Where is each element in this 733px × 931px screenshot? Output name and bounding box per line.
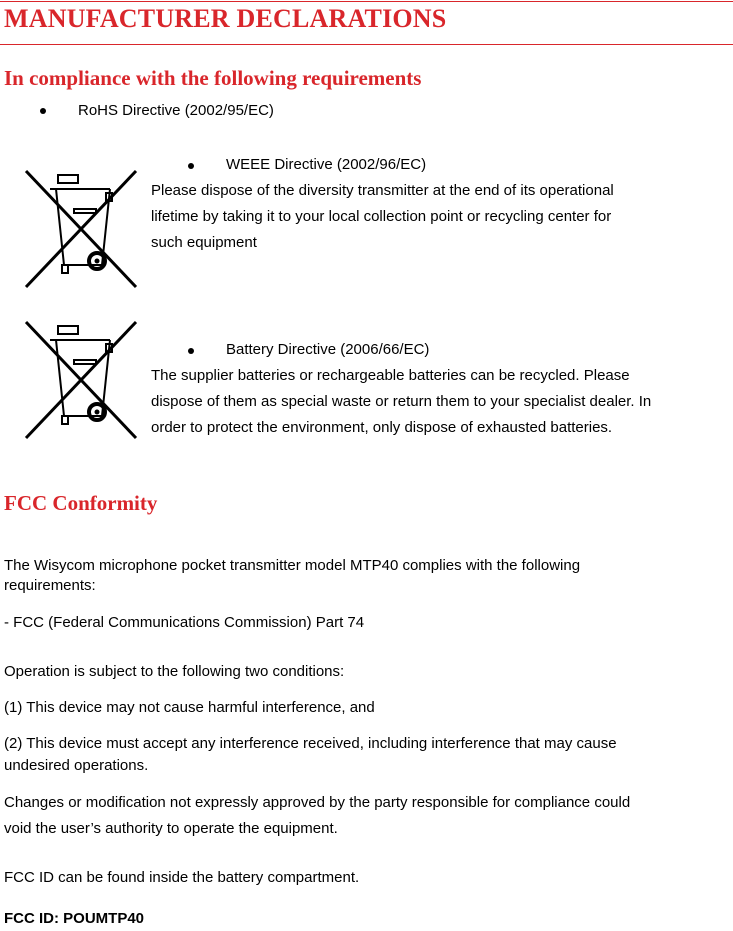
bullet-icon [40, 108, 46, 114]
page-title: MANUFACTURER DECLARATIONS [4, 4, 447, 33]
battery-title: Battery Directive (2006/66/EC) [226, 341, 430, 358]
fcc-conditions: Operation is subject to the following two conditions: [4, 663, 345, 680]
fcc-condition-2-line-1: (2) This device must accept any interference received, including interference that may cause [4, 735, 617, 752]
top-rule [0, 1, 733, 2]
bullet-icon [188, 163, 194, 169]
fcc-heading: FCC Conformity [4, 491, 158, 515]
fcc-changes-line-1: Changes or modification not expressly approved by the party responsible for compliance could [4, 794, 631, 811]
battery-line-2: dispose of them as special waste or return them to your specialist dealer. In [151, 393, 652, 410]
crossed-out-wheelie-bin-icon [22, 165, 138, 289]
rohs-item: RoHS Directive (2002/95/EC) [78, 102, 274, 119]
title-underline [0, 44, 733, 45]
weee-title: WEEE Directive (2002/96/EC) [226, 156, 427, 173]
crossed-out-wheelie-bin-icon [22, 316, 138, 440]
fcc-condition-2-line-2: undesired operations. [4, 757, 149, 774]
weee-line-1: Please dispose of the diversity transmitter at the end of its operational [151, 182, 614, 199]
fcc-intro-line-1: The Wisycom microphone pocket transmitter model MTP40 complies with the following [4, 557, 581, 574]
fcc-condition-1: (1) This device may not cause harmful interference, and [4, 699, 375, 716]
compliance-heading: In compliance with the following requirements [4, 66, 422, 90]
battery-line-3: order to protect the environment, only dispose of exhausted batteries. [151, 419, 613, 436]
fcc-changes-line-2: void the user’s authority to operate the equipment. [4, 820, 338, 837]
battery-line-1: The supplier batteries or rechargeable batteries can be recycled. Please [151, 367, 630, 384]
fcc-id: FCC ID: POUMTP40 [4, 910, 145, 927]
weee-line-3: such equipment [151, 234, 257, 251]
fcc-intro-line-2: requirements: [4, 577, 96, 594]
fcc-part: - FCC (Federal Communications Commission) Part 74 [4, 614, 365, 631]
weee-line-2: lifetime by taking it to your local collection point or recycling center for [151, 208, 612, 225]
fcc-id-location: FCC ID can be found inside the battery compartment. [4, 869, 360, 886]
bullet-icon [188, 348, 194, 354]
